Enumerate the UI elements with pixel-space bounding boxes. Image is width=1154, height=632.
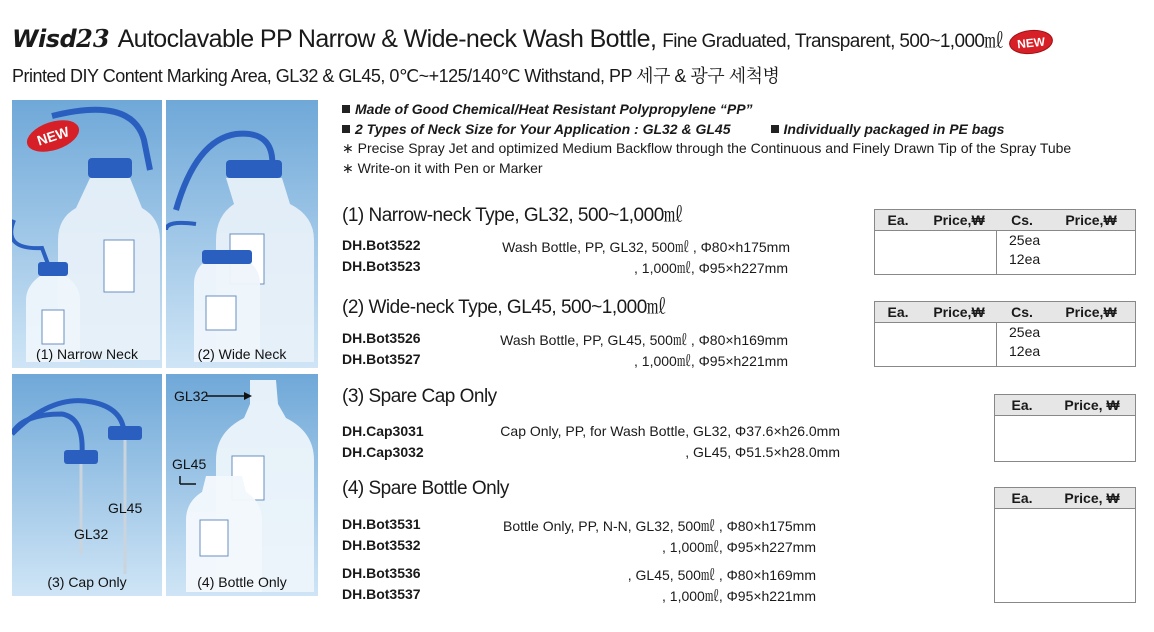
price-table-header: Ea. Price,₩ Cs. Price,₩ — [875, 302, 1135, 323]
annotation-gl32: GL32 — [174, 388, 209, 404]
photo-bottle-only — [166, 374, 318, 596]
photo-caption: (4) Bottle Only — [197, 574, 287, 590]
product-desc: Bottle Only, PP, N-N, GL32, 500㎖ , Φ80×h175mm — [503, 518, 816, 534]
product-code: DH.Bot3537 — [342, 586, 421, 602]
annotation-gl45: GL45 — [108, 500, 143, 516]
page-title-line2: Printed DIY Content Marking Area, GL32 & GL45, 0℃~+125/140℃ Withstand, PP 세구 & 광구 세척병 — [12, 66, 780, 86]
product-desc: , 1,000㎖, Φ95×h227mm — [662, 539, 816, 555]
feature-item: Made of Good Chemical/Heat Resistant Polypropylene “PP” — [342, 100, 1071, 120]
new-badge-photo: NEW — [23, 114, 83, 157]
product-subtitle: Fine Graduated, Transparent, 500~1,000㎖ — [662, 31, 1003, 52]
product-desc: Wash Bottle, PP, GL45, 500㎖ , Φ80×h169mm — [500, 332, 788, 348]
section-title-spare-bottle: (4) Spare Bottle Only — [342, 478, 509, 499]
photo-cap-only — [12, 374, 162, 596]
price-table-spare-bottle — [994, 487, 1136, 603]
product-desc: Cap Only, PP, for Wash Bottle, GL32, Φ37.6×h26.0mm — [500, 423, 840, 439]
product-code: DH.Cap3031 — [342, 423, 424, 439]
section-title-wide-neck: (2) Wide-neck Type, GL45, 500~1,000㎖ — [342, 297, 666, 318]
brand-mark: 23 — [76, 24, 110, 53]
price-table-header: Ea. Price,₩ Cs. Price,₩ — [875, 210, 1135, 231]
product-desc: , GL45, 500㎖ , Φ80×h169mm — [627, 567, 816, 583]
spare-caps-image — [12, 374, 162, 596]
product-desc: , 1,000㎖, Φ95×h221mm — [634, 353, 788, 369]
case-quantity: 12ea — [1009, 251, 1041, 267]
brand-name: Wisd — [12, 25, 77, 53]
photo-wide-neck — [166, 100, 318, 368]
case-quantity: 25ea — [1009, 324, 1041, 340]
price-table-header: Ea. Price, ₩ — [995, 395, 1135, 416]
photo-caption: (2) Wide Neck — [197, 346, 287, 362]
product-desc: , 1,000㎖, Φ95×h227mm — [634, 260, 788, 276]
case-quantity: 25ea — [1009, 232, 1041, 248]
bullet-square-icon — [342, 105, 350, 113]
feature-list — [342, 100, 1071, 178]
price-table-header: Ea. Price, ₩ — [995, 488, 1135, 509]
new-badge: NEW — [1008, 28, 1054, 56]
product-code: DH.Bot3532 — [342, 537, 421, 553]
feature-item: 2 Types of Neck Size for Your Application : GL32 & GL45 Individually packaged in PE bags — [342, 120, 1071, 140]
product-code: DH.Bot3522 — [342, 237, 421, 253]
bullet-square-icon — [771, 125, 779, 133]
section-title-narrow-neck: (1) Narrow-neck Type, GL32, 500~1,000㎖ — [342, 205, 683, 226]
product-desc: Wash Bottle, PP, GL32, 500㎖ , Φ80×h175mm — [502, 239, 790, 255]
page-title-line1 — [12, 24, 1053, 60]
feature-note: ∗ Precise Spray Jet and optimized Medium Backflow through the Continuous and Finely Drawn Tip of the Spray Tube — [342, 140, 1072, 156]
product-code: DH.Bot3536 — [342, 565, 421, 581]
price-table-wide-neck — [874, 301, 1136, 367]
case-quantity: 12ea — [1009, 343, 1041, 359]
annotation-gl32: GL32 — [74, 526, 109, 542]
product-code: DH.Bot3523 — [342, 258, 421, 274]
photo-caption: (1) Narrow Neck — [36, 346, 138, 362]
product-title: Autoclavable PP Narrow & Wide-neck Wash Bottle, — [117, 25, 657, 53]
annotation-gl45: GL45 — [172, 456, 207, 472]
bullet-square-icon — [342, 125, 350, 133]
product-code: DH.Bot3526 — [342, 330, 421, 346]
spare-bottles-image — [166, 374, 318, 596]
photo-caption: (3) Cap Only — [47, 574, 127, 590]
photo-narrow-neck — [12, 100, 162, 368]
product-desc: , GL45, Φ51.5×h28.0mm — [685, 444, 840, 460]
section-title-spare-cap: (3) Spare Cap Only — [342, 386, 497, 407]
product-code: DH.Bot3527 — [342, 351, 421, 367]
price-table-spare-cap — [994, 394, 1136, 462]
product-code: DH.Cap3032 — [342, 444, 424, 460]
product-code: DH.Bot3531 — [342, 516, 421, 532]
product-desc: , 1,000㎖, Φ95×h221mm — [662, 588, 816, 604]
wide-neck-bottle-image — [166, 100, 318, 368]
feature-note: ∗ Write-on it with Pen or Marker — [342, 159, 543, 176]
price-table-narrow-neck — [874, 209, 1136, 275]
